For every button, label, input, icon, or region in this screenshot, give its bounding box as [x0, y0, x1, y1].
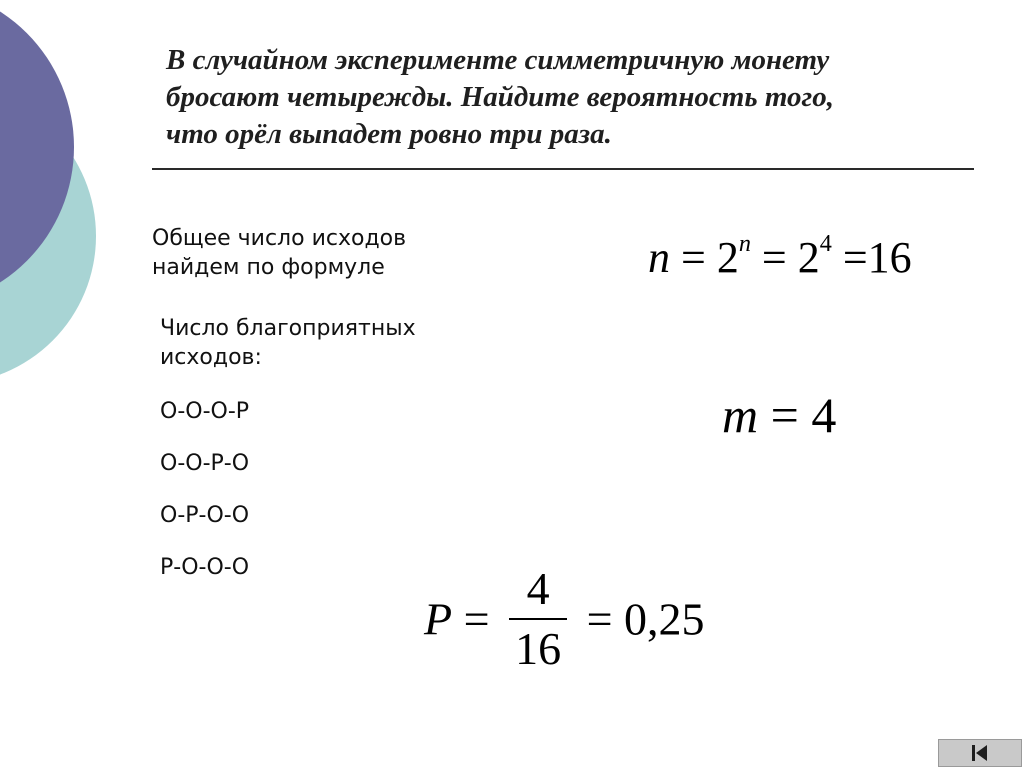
formula-n-var: n	[648, 233, 670, 282]
formula-m-var: m	[722, 387, 759, 443]
favorable-label	[160, 314, 416, 372]
formula-p-var: P	[424, 593, 453, 645]
favorable-label-line-1: Число благоприятных	[160, 316, 416, 341]
formula-n-base-2: 2	[797, 233, 820, 282]
title-divider	[152, 168, 974, 170]
problem-line-2: бросают четырежды. Найдите вероятность того,	[166, 81, 834, 113]
formula-n-eq-2: =	[761, 233, 787, 282]
first-slide-button[interactable]	[938, 739, 1022, 767]
problem-line-1: В случайном эксперименте симметричную монету	[166, 44, 830, 76]
problem-line-3: что орёл выпадет ровно три раза.	[166, 118, 612, 150]
probability-formula	[424, 563, 705, 674]
first-slide-icon	[969, 743, 991, 763]
favorable-label-line-2: исходов:	[160, 345, 262, 370]
formula-n-eq-1: =	[681, 233, 706, 282]
total-outcomes-label-line-2: найдем по формуле	[152, 255, 385, 280]
formula-p-result: 0,25	[624, 593, 705, 645]
favorable-formula	[722, 386, 836, 444]
total-outcomes-label-line-1: Общее число исходов	[152, 226, 407, 251]
outcome-item: О-О-Р-О	[160, 451, 250, 476]
formula-n-base: 2	[716, 233, 739, 282]
problem-statement	[166, 42, 966, 153]
outcome-item: О-Р-О-О	[160, 503, 250, 528]
fraction-denominator: 16	[515, 623, 562, 674]
formula-n-exponent-2: 4	[819, 230, 832, 258]
formula-n-exponent: n	[738, 230, 751, 258]
outcome-item: Р-О-О-О	[160, 555, 250, 580]
fraction-numerator: 4	[526, 563, 550, 614]
formula-m-value: 4	[811, 387, 837, 443]
formula-n-result: 16	[867, 233, 912, 282]
total-outcomes-formula	[648, 232, 912, 291]
formula-m-eq: =	[770, 387, 799, 443]
formula-n-eq-3: =	[842, 233, 868, 282]
probability-fraction	[509, 563, 567, 674]
formula-p-eq-1: =	[463, 593, 490, 645]
total-outcomes-label	[152, 224, 406, 282]
outcome-item: О-О-О-Р	[160, 399, 250, 424]
formula-p-eq-2: =	[586, 593, 613, 645]
